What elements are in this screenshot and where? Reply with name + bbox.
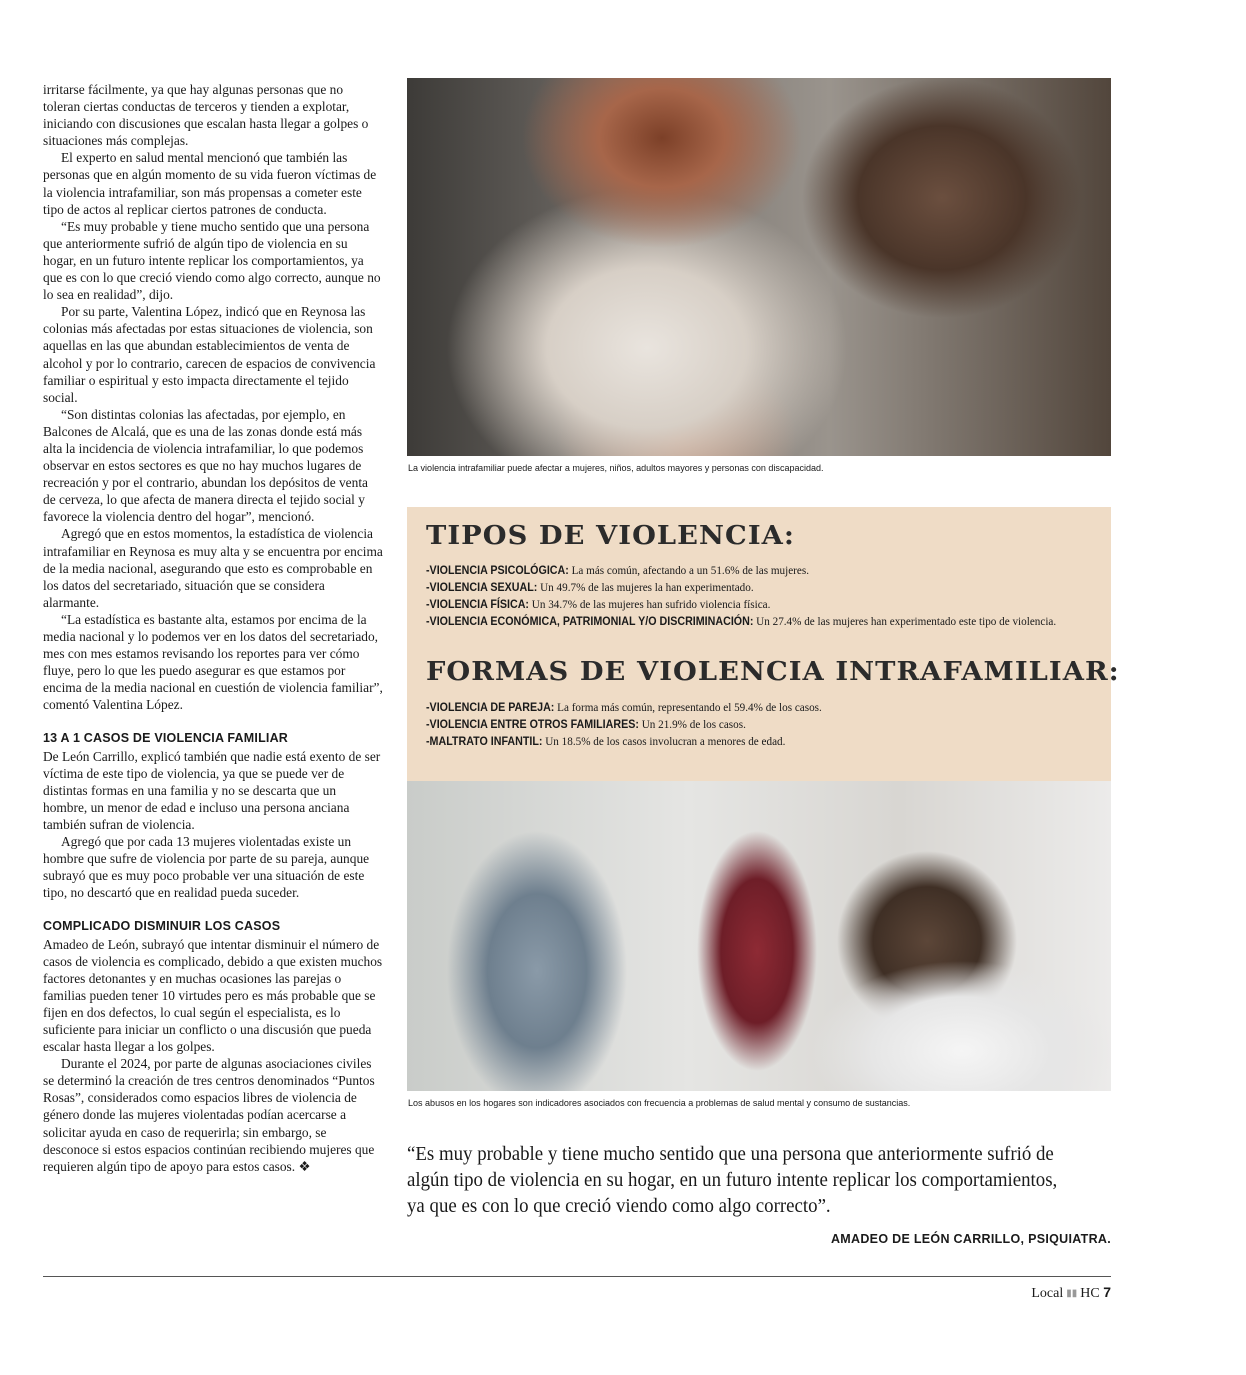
quote-attribution: AMADEO DE LEÓN CARRILLO, PSIQUIATRA. [830,1232,1111,1246]
infobox-title-tipos: TIPOS DE VIOLENCIA: [426,521,796,551]
article-paragraph: Durante el 2024, por parte de algunas asociaciones civiles se determinó la creación de tres centros denominados “Puntos Rosas”, considerados como espacios libres de violencia de género donde las mujeres violentadas podían acercarse a solicitar ayuda en caso de requerirla; sin embargo, se desconoce si estos espacios continúan recibiendo mujeres que requieren algún tipo de apoyo para estos casos. ❖ [43,1056,375,1174]
subheading: COMPLICADO DISMINUIR LOS CASOS [43,919,281,934]
fist-shape [792,78,1111,338]
page-folio [1031,1284,1111,1302]
quote-line: algún tipo de violencia en su hogar, en un futuro intente replicar los comportamientos, [407,1169,1058,1191]
article-paragraph: Por su parte, Valentina López, indicó que en Reynosa las colonias más afectadas por estas situaciones de violencia, son aquellas en las que abundan establecimientos de venta de alcohol y por lo contrario, carecen de espacios de convivencia familiar o espiritual y esto impacta directamente el tejido social. [43,304,376,405]
item-label: -VIOLENCIA SEXUAL: [426,582,538,594]
item-text: La más común, afectando a un 51.6% de las mujeres. [568,563,809,577]
article-body [43,81,383,1175]
infobox-item [426,597,770,612]
item-text: Un 49.7% de las mujeres la han experimentado. [537,580,754,594]
photo-caption: La violencia intrafamiliar puede afectar a mujeres, niños, adultos mayores y personas con discapacidad. [408,463,824,474]
item-label: -VIOLENCIA PSICOLÓGICA: [426,565,569,577]
article-paragraph: El experto en salud mental mencionó que también las personas que en algún momento de su vida fueron víctimas de la violencia intrafamiliar, son más propensas a cometer este tipo de actos al replicar ciertos patrones de conducta. [43,150,377,217]
article-paragraph: Agregó que en estos momentos, la estadística de violencia intrafamiliar en Reynosa es muy alta y se encuentra por encima de la media nacional, asegurando que esto es comprobable en los datos del secretariado, situación que se considera alarmante. [43,526,383,610]
pull-quote [407,1141,1117,1219]
infobox [407,507,1120,781]
infobox-title-formas: FORMAS DE VIOLENCIA INTRAFAMILIAR: [426,657,1120,687]
separator-icon: ▮▮ [1066,1288,1078,1299]
infobox-item [426,614,1056,629]
item-label: -VIOLENCIA DE PAREJA: [426,702,555,714]
item-text: Un 18.5% de los casos involucran a menores de edad. [542,734,786,748]
item-label: -VIOLENCIA ECONÓMICA, PATRIMONIAL Y/O DISCRIMINACIÓN: [426,616,754,628]
section-name: Local [1031,1286,1064,1301]
item-text: Un 21.9% de los casos. [638,717,746,731]
article-paragraph: irritarse fácilmente, ya que hay algunas personas que no toleran ciertas conductas de terceros y tienden a explotar, iniciando con discusiones que escalan hasta llegar a golpes o situaciones más complejas. [43,82,369,149]
article-paragraph: “La estadística es bastante alta, estamos por encima de la media nacional y lo podemos ver en los datos del secretariado, mes con mes estamos revisando los reportes para ver cómo fluye, pero lo que les puedo asegurar es que estamos por encima de la media nacional en cuestión de violencia familiar”, comentó Valentina López. [43,611,383,713]
page-number: 7 [1103,1284,1111,1300]
item-label: -MALTRATO INFANTIL: [426,736,543,748]
infobox-item [426,563,809,578]
infobox-item [426,700,822,715]
photo-family-argument [407,781,1111,1091]
infobox-item [426,717,746,732]
article-paragraph: De León Carrillo, explicó también que nadie está exento de ser víctima de este tipo de violencia, ya que se puede ver de distintas formas en una familia y no se descarta que un hombre, un menor de edad e incluso una persona anciana también sufran de violencia. [43,748,381,832]
article-paragraph: “Son distintas colonias las afectadas, por ejemplo, en Balcones de Alcalá, que es una de las zonas donde está más alta la incidencia de violencia intrafamiliar, lo que podemos observar en estos sectores es que no hay muchos lugares de recreación y por el contrario, abundan los depósitos de venta de cerveza, lo que afecta de manera directa el tejido social y favorece la violencia dentro del hogar”, mencionó. [43,406,368,525]
photo-caption: Los abusos en los hogares son indicadores asociados con frecuencia a problemas de salud mental y consumo de sustancias. [408,1098,911,1109]
footer-rule [43,1276,1111,1277]
item-text: Un 27.4% de las mujeres han experimentado este tipo de violencia. [753,614,1057,628]
article-paragraph: “Es muy probable y tiene mucho sentido que una persona que anteriormente sufrió de algún tipo de violencia en su hogar, en un futuro intente replicar los comportamientos, ya que es con lo que creció viendo como algo correcto, aunque no lo sea en realidad”, dijo. [43,218,381,303]
item-label: -VIOLENCIA FÍSICA: [426,599,529,611]
item-label: -VIOLENCIA ENTRE OTROS FAMILIARES: [426,719,639,731]
publication-name: HC [1080,1286,1100,1301]
article-paragraph: Amadeo de León, subrayó que intentar disminuir el número de casos de violencia es complicado, debido a que existen muchos factores detonantes y en muchas ocasiones las parejas o familias pueden tener 10 virtudes pero es más probable que se fijen en dos defectos, lo cual según el especialista, es lo suficiente para iniciar un conflicto o una discusión que pueda escalar hasta llegar a los golpes. [43,936,383,1055]
quote-line: ya que es con lo que creció viendo como algo correcto”. [407,1195,831,1217]
quote-line: “Es muy probable y tiene mucho sentido que una persona que anteriormente sufrió de [407,1143,1054,1165]
item-text: La forma más común, representando el 59.4% de los casos. [554,700,822,714]
item-text: Un 34.7% de las mujeres han sufrido violencia física. [528,597,771,611]
infobox-item [426,734,785,749]
infobox-item [426,580,754,595]
subheading: 13 A 1 CASOS DE VIOLENCIA FAMILIAR [43,731,289,746]
photo-fist-woman [407,78,1111,456]
article-paragraph: Agregó que por cada 13 mujeres violentadas existe un hombre que sufre de violencia por parte de su pareja, aunque subrayó que es muy poco probable ver una situación de este tipo, no descartó que en realidad pueda suceder. [43,834,370,901]
